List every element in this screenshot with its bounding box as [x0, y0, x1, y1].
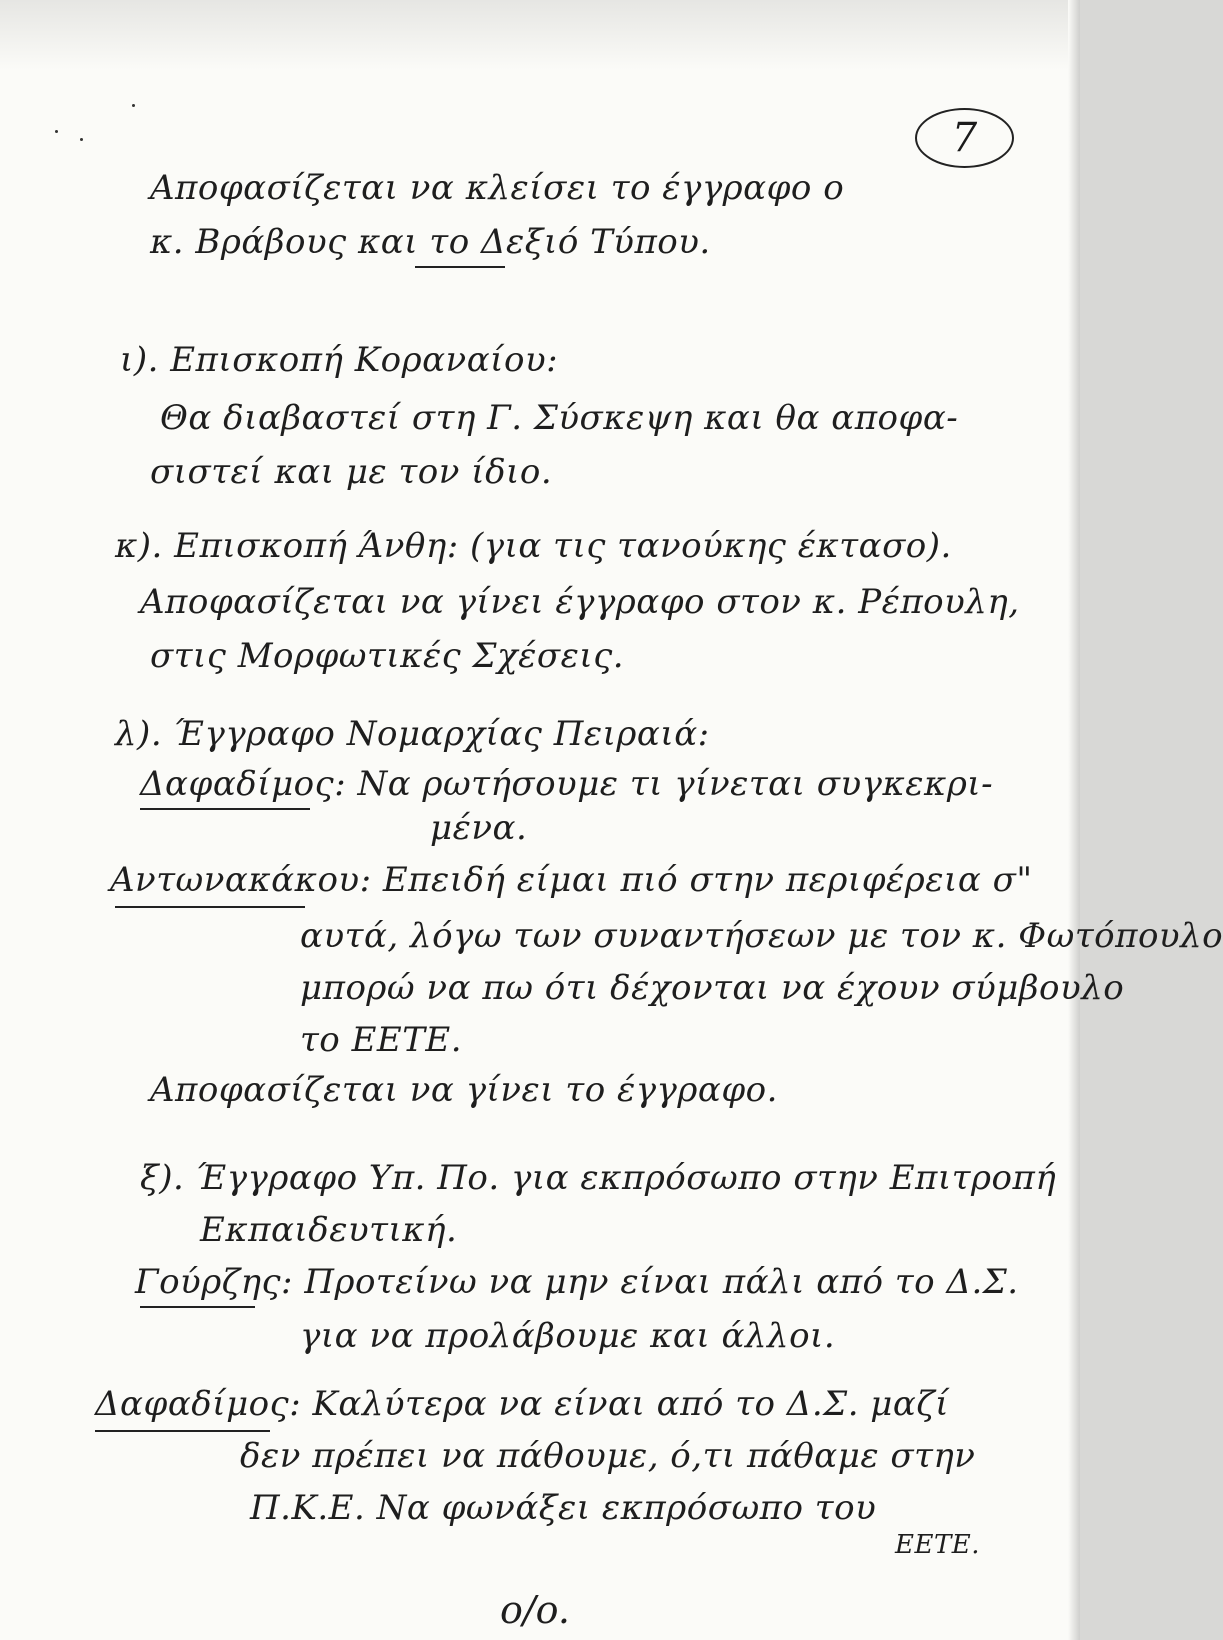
note-line: αυτά, λόγω των συναντήσεων με τον κ. Φωτόπουλο: [300, 916, 1223, 956]
underline: [115, 906, 305, 908]
note-line: μπορώ να πω ότι δέχονται να έχουν σύμβουλο: [300, 968, 1125, 1008]
note-line: Δαφαδίμος: Καλύτερα να είναι από το Δ.Σ. μαζί: [95, 1384, 950, 1424]
scan-right-edge: [1068, 0, 1080, 1640]
note-line: κ). Επισκοπή Άνθη: (για τις τανούκης έκτασο).: [115, 526, 952, 566]
note-line: το ΕΕΤΕ.: [300, 1020, 463, 1060]
note-line: δεν πρέπει να πάθουμε, ό,τι πάθαμε στην: [240, 1436, 976, 1476]
note-line: ξ). Έγγραφο Υπ. Πο. για εκπρόσωπο στην Επιτροπή: [140, 1158, 1057, 1198]
note-line: Αντωνακάκου: Επειδή είμαι πιό στην περιφέρεια σ": [110, 860, 1033, 900]
note-line: Αποφασίζεται να γίνει έγγραφο στον κ. Ρέπουλη,: [140, 582, 1020, 622]
note-line: ΕΕΤΕ.: [895, 1530, 981, 1560]
note-line: Αποφασίζεται να κλείσει το έγγραφο ο: [150, 168, 845, 208]
scan-speck: [55, 130, 58, 133]
note-line: για να προλάβουμε και άλλοι.: [300, 1316, 836, 1356]
note-line: Θα διαβαστεί στη Γ. Σύσκεψη και θα αποφα-: [160, 398, 959, 438]
note-line: Γούρζης: Προτείνω να μην είναι πάλι από το Δ.Σ.: [135, 1262, 1019, 1302]
note-line: ι). Επισκοπή Κοραναίου:: [120, 340, 559, 380]
scan-speck: [80, 138, 83, 141]
note-line: Εκπαιδευτική.: [200, 1210, 458, 1250]
underline: [140, 808, 310, 810]
closing-mark: o/o.: [500, 1588, 570, 1632]
page-number-circle: [915, 108, 1014, 168]
note-line: λ). Έγγραφο Νομαρχίας Πειραιά:: [115, 714, 710, 754]
scan-top-shadow: [0, 0, 1080, 70]
scan-speck: [132, 104, 135, 107]
page-number: 7: [951, 115, 978, 161]
note-line: στις Μορφωτικές Σχέσεις.: [150, 636, 625, 676]
underline: [95, 1430, 270, 1432]
note-line: Π.Κ.Ε. Να φωνάξει εκπρόσωπο του: [250, 1488, 877, 1528]
note-line: μένα.: [430, 808, 528, 848]
note-line: σιστεί και με τον ίδιο.: [150, 452, 553, 492]
note-line: Δαφαδίμος: Να ρωτήσουμε τι γίνεται συγκεκρι-: [140, 764, 994, 804]
underline: [140, 1306, 255, 1308]
note-line: κ. Βράβους και το Δεξιό Τύπου.: [150, 222, 711, 262]
underline: [415, 266, 505, 268]
note-line: Αποφασίζεται να γίνει το έγγραφο.: [150, 1070, 778, 1110]
